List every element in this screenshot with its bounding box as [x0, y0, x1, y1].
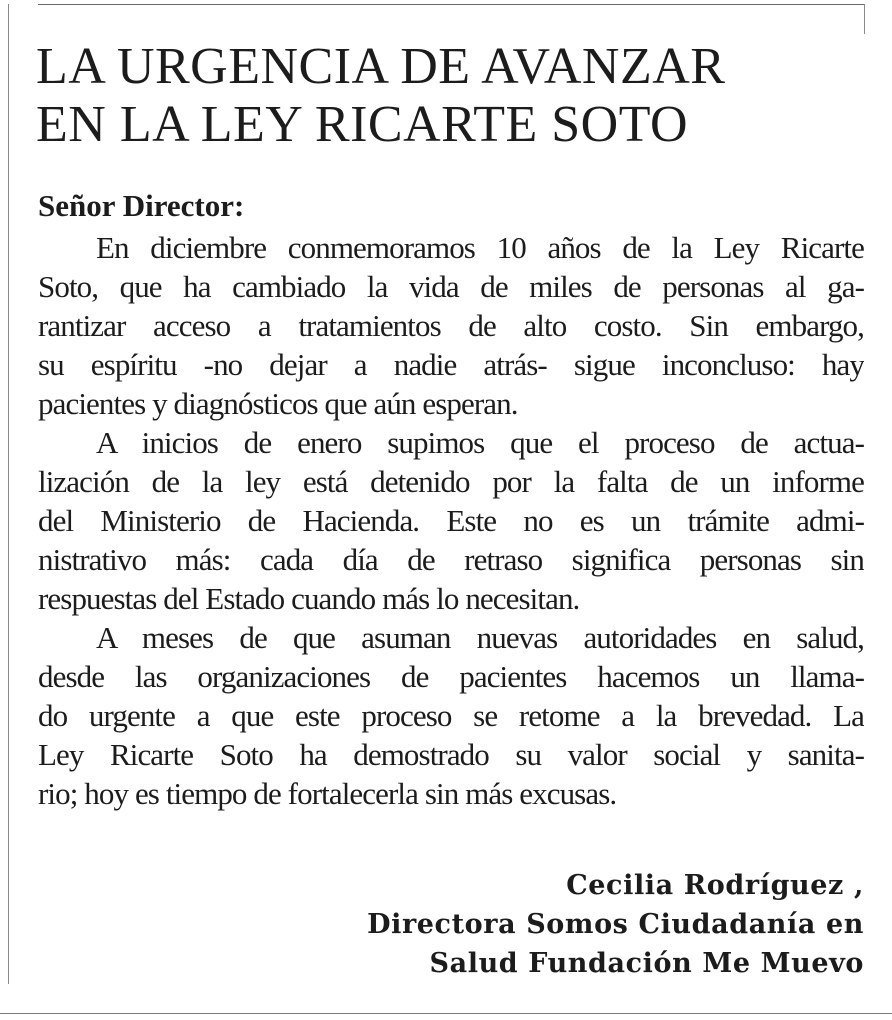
top-rule: [38, 4, 864, 5]
text-line: su espíritu -no dejar a nadie atrás- sigue inconcluso: hay: [38, 347, 864, 382]
right-column-rule: [864, 4, 865, 34]
signature-block: [367, 866, 864, 983]
text-line: nistrativo más: cada día de retraso significa personas sin: [38, 542, 864, 577]
bottom-rule: [0, 1013, 892, 1014]
text-line: pacientes y diagnósticos que aún esperan.: [38, 386, 518, 421]
text-line: A meses de que asuman nuevas autoridades en salud,: [96, 620, 864, 655]
text-line: respuestas del Estado cuando más lo necesitan.: [38, 581, 580, 616]
author-name: Cecilia Rodríguez ,: [566, 870, 864, 901]
text-line: A inicios de enero supimos que el proceso de actua-: [96, 425, 864, 460]
text-line: desde las organizaciones de pacientes hacemos un llama-: [38, 659, 864, 694]
text-line: En diciembre conmemoramos 10 años de la Ley Ricarte: [96, 230, 864, 265]
text-line: lización de la ley está detenido por la falta de un informe: [38, 464, 864, 499]
headline: [36, 38, 866, 154]
text-line: rio; hoy es tiempo de fortalecerla sin más excusas.: [38, 776, 617, 811]
headline-line: LA URGENCIA DE AVANZAR: [36, 38, 726, 95]
letter-body: [38, 228, 864, 813]
author-organization: Salud Fundación Me Muevo: [429, 948, 864, 979]
text-line: Ley Ricarte Soto ha demostrado su valor social y sanita-: [38, 737, 864, 772]
left-column-rule: [8, 4, 9, 984]
text-line: del Ministerio de Hacienda. Este no es un trámite admi-: [38, 503, 864, 538]
text-line: Soto, que ha cambiado la vida de miles de personas al ga-: [38, 269, 864, 304]
text-line: do urgente a que este proceso se retome a la brevedad. La: [38, 698, 864, 733]
paragraph-2: [38, 423, 864, 618]
paragraph-3: [38, 618, 864, 813]
author-title: Directora Somos Ciudadanía en: [367, 909, 864, 940]
headline-line: EN LA LEY RICARTE SOTO: [36, 96, 689, 153]
salutation: Señor Director:: [38, 188, 245, 223]
text-line: rantizar acceso a tratamientos de alto costo. Sin embargo,: [38, 308, 864, 343]
paragraph-1: [38, 228, 864, 423]
